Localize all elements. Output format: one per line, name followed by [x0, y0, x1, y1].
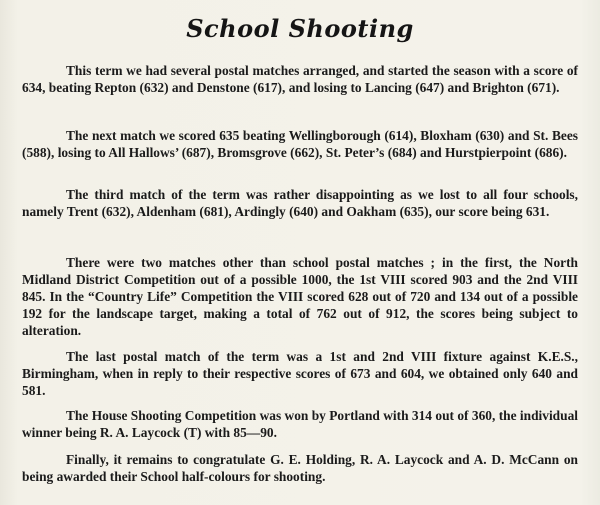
page-title: School Shooting — [186, 14, 414, 43]
paragraph-congratulations: Finally, it remains to congratulate G. E. Holding, R. A. Laycock and A. D. McCann on being awarded their School half-colours for shooting. — [22, 452, 578, 484]
paragraph-house-competition: The House Shooting Competition was won by Portland with 314 out of 360, the individual winner being R. A. Laycock (T) with 85—90. — [22, 408, 578, 440]
paragraph-other-matches: There were two matches other than school postal matches ; in the first, the North Midland District Competition out of a possible 1000, the 1st VIII scored 903 and the 2nd VIII 845. In the “Country Life” Competition the VIII scored 628 out of 720 and 134 out of a possible 192 for the landscape target, making a total of 762 out of 912, the scores being subject to alteration. — [22, 255, 578, 338]
paragraph-last-postal-match: The last postal match of the term was a 1st and 2nd VIII fixture against K.E.S., Birmingham, when in reply to their respective scores of 673 and 604, we obtained only 640 and 581. — [22, 349, 578, 398]
paragraph-third-match: The third match of the term was rather disappointing as we lost to all four schools, namely Trent (632), Aldenham (681), Ardingly (640) and Oakham (635), our score being 631. — [22, 187, 578, 219]
paragraph-next-match: The next match we scored 635 beating Wellingborough (614), Bloxham (630) and St. Bees (588), losing to All Hallows’ (687), Bromsgrove (662), St. Peter’s (684) and Hurstpierpoint (686). — [22, 128, 578, 160]
paragraph-season-start: This term we had several postal matches arranged, and started the season with a score of 634, beating Repton (632) and Denstone (617), and losing to Lancing (647) and Brighton (671). — [22, 63, 578, 95]
